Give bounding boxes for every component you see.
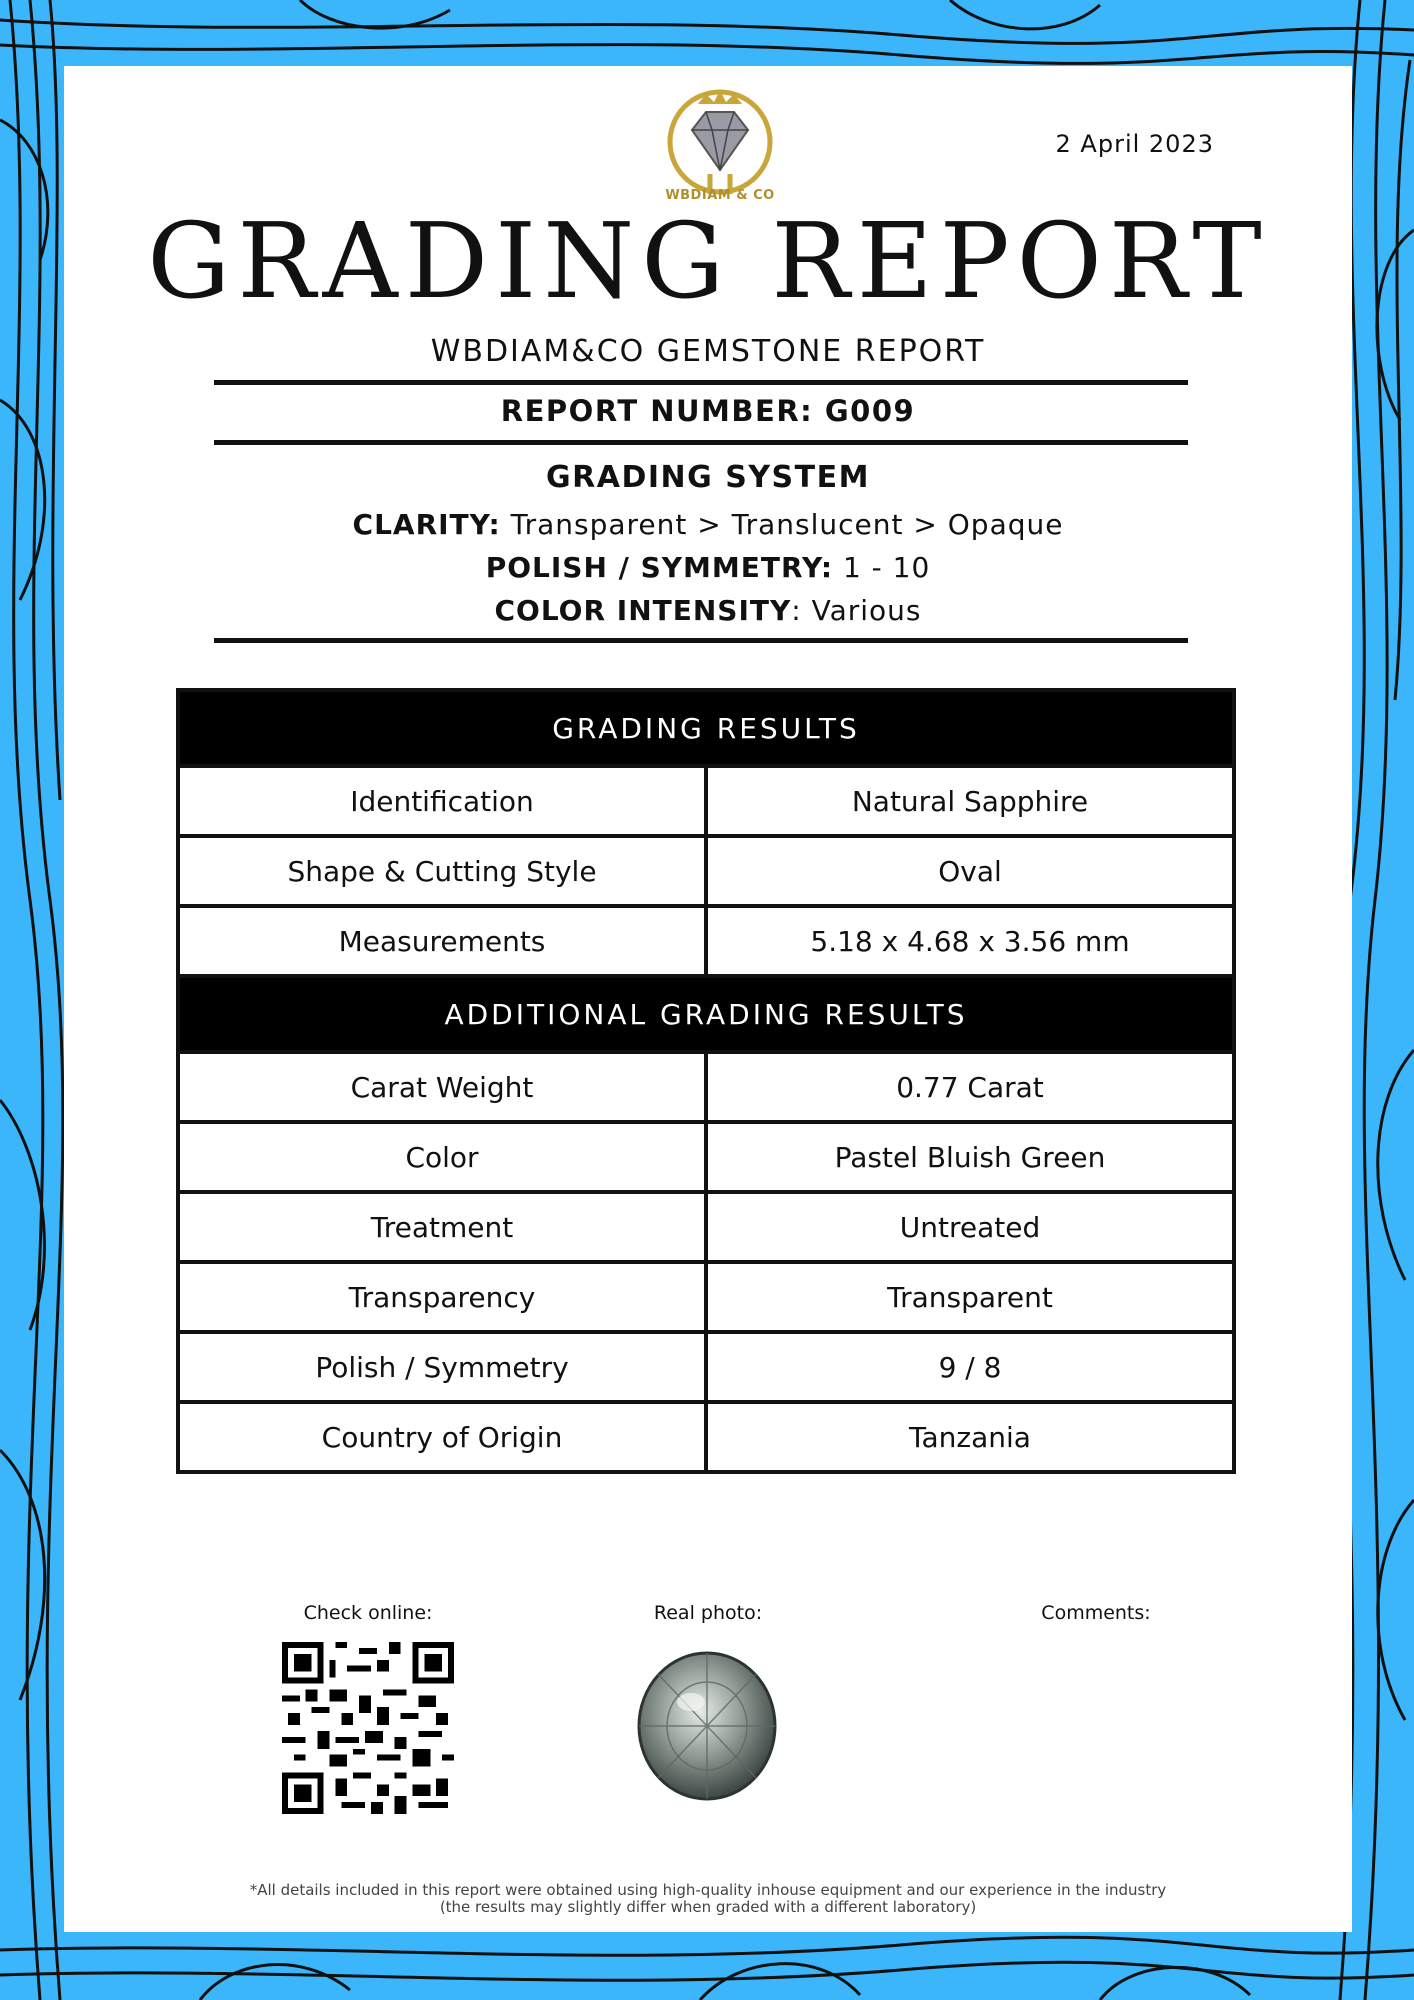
polish-value: 1 - 10 <box>833 551 931 584</box>
row-label: Measurements <box>178 906 706 976</box>
disclaimer-line: (the results may slightly differ when graded with a different laboratory) <box>439 1898 977 1917</box>
color-intensity-line <box>64 594 1352 627</box>
qr-code-icon[interactable] <box>282 1642 454 1814</box>
table-header-row <box>178 976 1234 1052</box>
logo-text: WBDIAM & CO <box>665 188 775 203</box>
grading-results-table <box>176 688 1236 1474</box>
report-date: 2 April 2023 <box>1055 130 1214 158</box>
clarity-label: CLARITY: <box>352 508 501 541</box>
row-label: Treatment <box>178 1192 706 1262</box>
divider <box>214 440 1188 445</box>
row-label: Identification <box>178 766 706 836</box>
page-title: GRADING REPORT <box>147 200 1269 322</box>
report-number: REPORT NUMBER: G009 <box>500 394 916 428</box>
row-label: Polish / Symmetry <box>178 1332 706 1402</box>
table-row <box>178 1332 1234 1402</box>
polish-line <box>64 551 1352 584</box>
row-value: 9 / 8 <box>706 1332 1234 1402</box>
table-row <box>178 836 1234 906</box>
row-label: Shape & Cutting Style <box>178 836 706 906</box>
comments-label: Comments: <box>1041 1602 1151 1624</box>
clarity-value: Transparent > Translucent > Opaque <box>500 508 1064 541</box>
divider <box>214 638 1188 643</box>
divider <box>214 380 1188 385</box>
table-row <box>178 1192 1234 1262</box>
color-intensity-label: COLOR INTENSITY <box>494 594 792 627</box>
row-label: Carat Weight <box>178 1052 706 1122</box>
row-value: Natural Sapphire <box>706 766 1234 836</box>
row-value: 0.77 Carat <box>706 1052 1234 1122</box>
grading-results-header: GRADING RESULTS <box>178 690 1234 766</box>
row-value: 5.18 x 4.68 x 3.56 mm <box>706 906 1234 976</box>
row-value: Untreated <box>706 1192 1234 1262</box>
report-sheet <box>64 66 1352 1932</box>
disclaimer <box>64 1882 1352 1917</box>
polish-label: POLISH / SYMMETRY: <box>485 551 834 584</box>
table-row <box>178 766 1234 836</box>
row-label: Country of Origin <box>178 1402 706 1472</box>
gemstone-photo <box>636 1650 778 1802</box>
table-row <box>178 1122 1234 1192</box>
table-header-row <box>178 690 1234 766</box>
real-photo-label: Real photo: <box>653 1602 763 1624</box>
color-intensity-value: : Various <box>791 594 922 627</box>
table-row <box>178 906 1234 976</box>
table-row <box>178 1052 1234 1122</box>
row-value: Transparent <box>706 1262 1234 1332</box>
additional-results-header: ADDITIONAL GRADING RESULTS <box>178 976 1234 1052</box>
table-row <box>178 1402 1234 1472</box>
row-label: Transparency <box>178 1262 706 1332</box>
clarity-line <box>64 508 1352 541</box>
row-value: Tanzania <box>706 1402 1234 1472</box>
grading-system-title: GRADING SYSTEM <box>546 460 870 495</box>
table-row <box>178 1262 1234 1332</box>
check-online-label: Check online: <box>303 1602 433 1624</box>
page-subtitle: WBDIAM&CO GEMSTONE REPORT <box>430 334 986 369</box>
row-value: Oval <box>706 836 1234 906</box>
row-label: Color <box>178 1122 706 1192</box>
row-value: Pastel Bluish Green <box>706 1122 1234 1192</box>
disclaimer-line: *All details included in this report were obtained using high-quality inhouse equipment and our experience in the industry <box>249 1881 1167 1899</box>
